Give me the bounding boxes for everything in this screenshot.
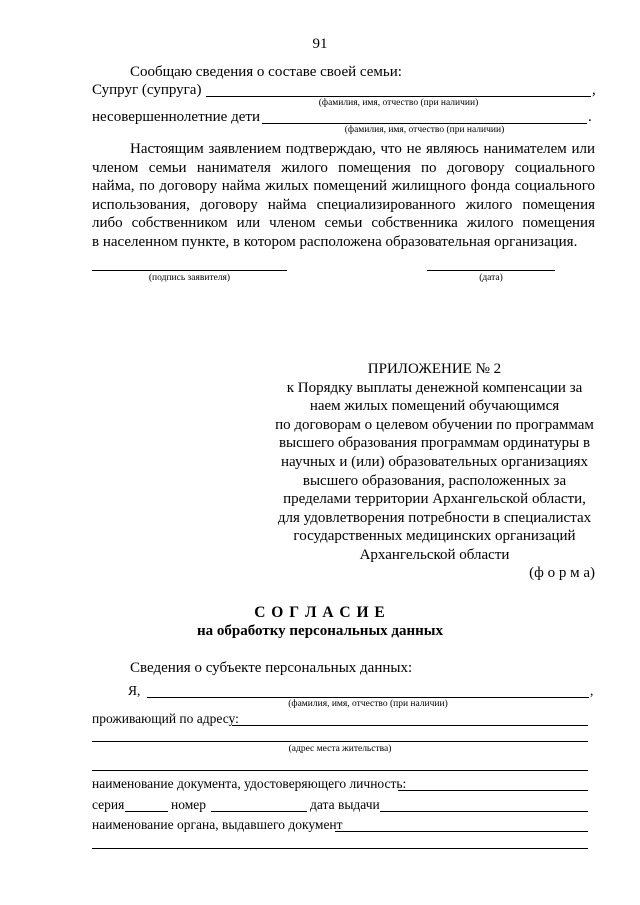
issuer-label: наименование органа, выдавшего документ (92, 817, 343, 832)
consent-subtitle: на обработку персональных данных (197, 623, 443, 639)
issuer-line-1[interactable] (335, 831, 588, 832)
children-period: . (588, 109, 592, 125)
declaration-line: либо собственником или членом семьи собственника жилого помещения (92, 215, 595, 231)
appendix-line: высшего образования, расположенных за (302, 472, 567, 489)
address-line-2[interactable] (92, 741, 588, 742)
appendix-line: наем жилых помещений обучающимся (309, 398, 560, 415)
signature-caption: (подпись заявителя) (148, 273, 231, 283)
appendix-line: высшего образования программам ординатуры в (278, 435, 591, 452)
appendix-line: государственных медицинских организаций (293, 528, 576, 545)
spouse-field-line[interactable] (206, 96, 591, 97)
spouse-comma: , (592, 82, 596, 98)
address-label: проживающий по адресу: (92, 711, 239, 726)
appendix-line: Архангельской области (359, 546, 510, 563)
declaration-line: Настоящим заявлением подтверждаю, что не являюсь нанимателем или (130, 141, 595, 157)
i-label: Я, (128, 683, 141, 698)
date-caption: (дата) (479, 273, 503, 283)
appendix-line: научных и (или) образовательных организациях (281, 453, 588, 470)
children-caption: (фамилия, имя, отчество (при наличии) (344, 125, 505, 135)
blank-line[interactable] (92, 770, 588, 771)
address-caption: (адрес места жительства) (288, 744, 392, 754)
series-label: серия (92, 797, 125, 812)
series-line[interactable] (125, 811, 168, 812)
number-line[interactable] (211, 811, 307, 812)
id-document-line[interactable] (398, 790, 588, 791)
address-line-1[interactable] (232, 725, 588, 726)
appendix-title: ПРИЛОЖЕНИЕ № 2 (367, 361, 502, 377)
full-name-line[interactable] (147, 697, 589, 698)
appendix-block (262, 360, 607, 565)
number-label: номер (171, 797, 207, 812)
appendix-line: по договорам о целевом обучении по программам (275, 416, 594, 433)
declaration-line: использования, договору найма специализированного жилого помещения (92, 196, 595, 213)
family-intro: Сообщаю сведения о составе своей семьи: (130, 64, 402, 80)
declaration-line: в населенном пункте, в котором расположена образовательная организация. (92, 233, 578, 250)
date-line[interactable] (427, 270, 555, 271)
consent-title: С О Г Л А С И Е (254, 604, 386, 621)
children-field-line[interactable] (262, 123, 587, 124)
spouse-label: Супруг (супруга) (92, 82, 202, 98)
appendix-line: пределами территории Архангельской области, (283, 491, 586, 508)
i-comma: , (590, 683, 594, 698)
form-label: (ф о р м а) (529, 565, 595, 581)
full-name-caption: (фамилия, имя, отчество (при наличии) (288, 699, 448, 709)
subject-intro: Сведения о субъекте персональных данных: (130, 660, 413, 676)
id-document-label: наименование документа, удостоверяющего личность: (92, 776, 407, 791)
issuer-line-2[interactable] (92, 848, 588, 849)
spouse-caption: (фамилия, имя, отчество (при наличии) (318, 98, 479, 108)
page-number: 91 (312, 36, 328, 52)
declaration-line: найма, по договору найма жилых помещений жилищного фонда социального (92, 178, 595, 194)
declaration-line: членом семьи нанимателя жилого помещения по договору социального (92, 159, 595, 176)
appendix-line: к Порядку выплаты денежной компенсации за (286, 379, 583, 396)
issue-date-label: дата выдачи (310, 797, 380, 812)
children-label: несовершеннолетние дети (92, 109, 260, 125)
signature-line[interactable] (92, 270, 287, 271)
issue-date-line[interactable] (380, 811, 588, 812)
declaration-paragraph (92, 140, 595, 251)
appendix-line: для удовлетворения потребности в специалистах (277, 509, 592, 526)
